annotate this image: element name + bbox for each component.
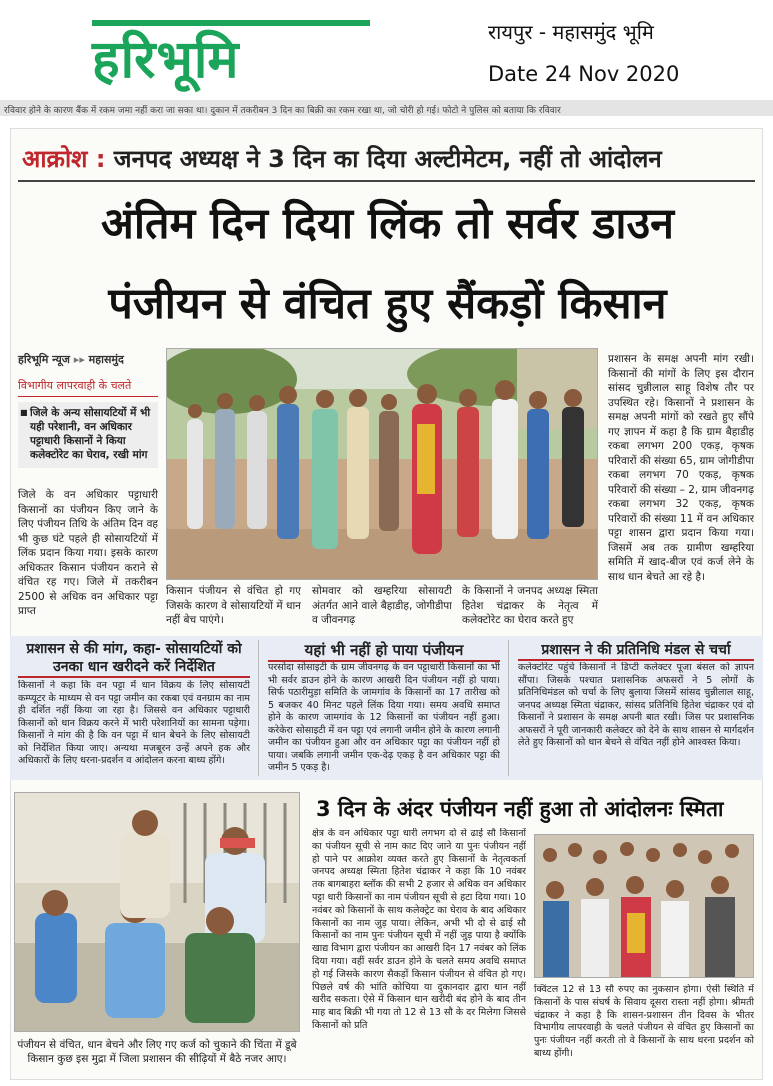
box-3-title: प्रशासन ने की प्रतिनिधि मंडल से चर्चा bbox=[518, 640, 754, 661]
second-headline: 3 दिन के अंदर पंजीयन नहीं हुआ तो आंदोलनः स्मिता bbox=[316, 797, 724, 821]
box-1-title: प्रशासन से की मांग, कहा- सोसायटियों को उनका धान खरीदने करें निर्देशित bbox=[18, 640, 250, 678]
bullet-point: ■ जिले के अन्य सोसायटियों में भी यही परेशानी, वन अधिकार पट्टाधारी किसानों ने किया कलेक्टोरेट का घेराव, रखी मांग bbox=[18, 402, 158, 468]
byline-place: महासमुंद bbox=[88, 353, 124, 366]
date-label: Date 24 Nov 2020 bbox=[488, 62, 680, 86]
second-story-right-text: क्विंटल 12 से 13 सौ रुपए का नुकसान होगा। ऐसी स्थिति में किसानों के पास संघर्ष के सिवाय दूसरा रास्ता नहीं होगा। श्रीमती चंद्राकर ने कहा है कि शासन-प्रशासन तीन दिवस के भीतर विभागीय लापरवाही के चलते पंजीयन से वंचित हुए किसानों का पुनः पंजीयन नहीं करती तो वे किसानों के साथ धरना प्रदर्शन को बाध्य होंगी। bbox=[534, 984, 754, 1059]
crowd-photo bbox=[534, 834, 754, 978]
box-divider-2 bbox=[508, 640, 509, 776]
box-2-title: यहां भी नहीं हो पाया पंजीयन bbox=[268, 640, 500, 662]
box-2-text: परसोदा सोसाइटी के ग्राम जीवनगढ़ के वन पट्टाधारी किसानों का भी भी सर्वर डाउन होने के कारण आखरी दिन पंजीयन नहीं हो पाया। सिर्फ पठारीमुड़ा समिति के जामगांव के किसानों का 17 तारीख को 5 बजकर 40 मिनट पहले लिंक दिया गया। समय अवधि समाप्त होने के कारण जामगांव के 12 किसानों का पंजीयन नहीं हुआ। करेकेरा सोसाइटी में वन पट्टा एवं लगानी जमीन होने के कारण लगानी जमीन का पंजीयन हुआ और वन अधिकार पट्टा का पंजीयन नहीं हो पाया। जबकि लगानी जमीन एक-देढ़ एकड़ है वन अधिकार पट्टा की जमीन 5 एकड़ है। bbox=[268, 662, 500, 773]
box-3-text: कलेक्टोरेट पहुंचे किसानों ने डिप्टी कलेक्टर पूजा बंसल को ज्ञापन सौंपा। जिसके पश्चात प्रशासनिक अफसरों ने 5 लोगों के प्रतिनिधिमंडल को चर्चा के लिए बुलाया जिसमें सांसद चुन्नीलाल साहू, जनपद अध्यक्ष स्मिता चंद्राकर, सांसद प्रतिनिधि हितेश चंद्राकर एवं दो किसानों ने प्रशासन के समक्ष अपनी बात रखी। जिस पर प्रशासनिक अफसरों ने पूरी जानकारी कलेक्टर को देने के साथ शासन से मार्गदर्शन लेते हुए किसानों को धान बेचने से वंचित नहीं होने आश्वस्त किया। bbox=[518, 662, 754, 748]
newspaper-logo: हरिभूमि bbox=[92, 30, 240, 90]
byline-separator: ▸▸ bbox=[69, 353, 89, 366]
previous-page-strip: रविवार होने के कारण बैंक में रकम जमा नहीं करा जा सका था। दुकान में तकरीबन 3 दिन का बिक्री का रकम रखा था, जो चोरी हो गई। फोटो ने पुलिस को बताया कि रविवार bbox=[0, 100, 773, 116]
right-column: प्रशासन के समक्ष अपनी मांग रखी। किसानों की मांगों के लिए इस दौरान सांसद चुन्नीलाल साहू विशेष तौर पर उपस्थित रहे। किसानों ने प्रशासन के समक्ष अपनी मांगों को रखते हुए सौंपे गए ज्ञापन में कहा है कि ग्राम बैहाडीह रकबा लगभग 200 एकड़, कृषक परिवारों की संख्या 65, ग्राम जोगीडीपा रकबा लगभग 70 एकड़, कृषक परिवारों की संख्या – 2, ग्राम जीवनगढ़ रकबा लगभग 32 एकड़, कृषक परिवारों की संख्या 11 में वन अधिकार पट्टा शासन द्वारा प्रदान किया गया। जिसमें अब तक ग्रामीण खम्हरिया समिति में खाद-बीज एवं कर्ज लेने के साथ धान बेचते आ रहे है। bbox=[608, 353, 754, 583]
edition-label: रायपुर - महासमुंद भूमि bbox=[488, 20, 654, 44]
photo-caption: पंजीयन से वंचित, धान बेचने और लिए गए कर्ज को चुकाने की चिंता में डूबे किसान कुछ इस मुद्रा में जिला प्रशासन की सीढ़ियों में बैठे नजर आए। bbox=[17, 1039, 297, 1065]
kicker-label: आक्रोश : bbox=[22, 145, 106, 173]
column-1: जिले के वन अधिकार पट्टाधारी किसानों का पंजीयन किए जाने के लिए पंजीयन तिथि के अंतिम दिन वह भी कुछ घंटे पहले ही सोसायटियों में लिंक प्रदान किया गया। इसके कारण अधिकतर किसान पंजीयन कराने से वंचित रह गए। जिले में तकरीबन 2500 से अधिक वन अधिकार पट्टा प्राप्त bbox=[18, 489, 158, 617]
column-3: सोमवार को खम्हरिया सोसायटी अंतर्गत आने वाले बैहाडीह, जोगीडीपा व जीवनगढ़ bbox=[312, 585, 452, 626]
crowd-photo-image bbox=[535, 835, 754, 978]
column-4: के किसानों ने जनपद अध्यक्ष स्मिता हितेश चंद्राकर के नेतृत्व में कलेक्टोरेट का घेराव करते हुए bbox=[462, 585, 598, 626]
kicker bbox=[22, 142, 752, 182]
second-story-column: क्षेत्र के वन अधिकार पट्टा धारी लगभग दो से ढाई सौ किसानों का पंजीयन सूची से नाम काट दिए जाने या पुनः पंजीयन नहीं हो पाने पर आक्रोश व्यक्त करते हुए किसानों के नेतृत्वकर्ता जनपद अध्यक्ष स्मिता हितेश चंद्राकर ने कहा कि 10 नवंबर तक बागबाहरा ब्लॉक की सभी 2 हजार से अधिक वन अधिकार पट्टा धारी किसानों का नाम पंजीयन सूची से हटा दिया गया। 10 नवंबर को किसानों के साथ कलेक्ट्रेट का घेराव के बाद अधिकार किसानों का नाम जुड़ पाया। लेकिन, अभी भी दो से ढाई सौ किसानों का नाम पुनः पंजीयन सूची में नहीं जुड़ पाया है क्योंकि खाद्य विभाग द्वारा पंजीयन का आखरी दिन 17 नवंबर को लिंक दिया गया। वहीं सर्वर डाउन होने के चलते समय अवधि समाप्त हो गई जिसके कारण सैकड़ों किसान पंजीयन से वंचित हो गए। पिछले वर्ष की भांति कोचिया या दुकानदार द्वारा धान नहीं खरीद सकता। ऐसे में किसान धान खरीदी बंद होने के बाद तीन माह बाद बिक्री भी गया तो 12 से 13 सौ के दर मिलेगा जिससे किसानों को प्रति bbox=[312, 828, 526, 1031]
box-1-text: किसानों ने कहा कि वन पट्टा में धान विक्रय के लिए सोसायटी कम्प्यूटर के माध्यम से वन पट्टा जमीन का रकबा एवं वनग्राम का नाम ही दर्शित नहीं किया जा रहा है। जिससे वन अधिकार पट्टाधारी किसानों को धान विक्रय करने में भारी परेशानियों का सामना पड़ेगा। किसानों ने मांग की है कि वन पट्टा में धान बेचने के लिए सोसायटी को निर्देशित किया जाए। अन्यथा मजबूरन उन्हें अपने हक और अधिकारों के लिए धरना-प्रदर्शन व आंदोलन करना बाध्य होंगे। bbox=[18, 680, 250, 766]
main-headline-line2: पंजीयन से वंचित हुए सैंकड़ों किसान bbox=[108, 279, 667, 329]
masthead bbox=[0, 0, 773, 95]
byline-source: हरिभूमि न्यूज bbox=[18, 353, 70, 366]
box-divider-1 bbox=[258, 640, 259, 776]
farmers-sitting-photo-image bbox=[15, 793, 300, 1032]
byline bbox=[18, 352, 158, 367]
kicker-rule bbox=[18, 180, 755, 182]
column-2: किसान पंजीयन से वंचित हो गए जिसके कारण वे सोसायटियों में धान नहीं बेच पाएंगे। bbox=[166, 585, 301, 626]
protest-photo-image bbox=[167, 349, 598, 580]
subhead: विभागीय लापरवाही के चलते bbox=[18, 378, 158, 397]
farmers-sitting-photo bbox=[14, 792, 300, 1032]
main-headline-line1: अंतिम दिन दिया लिंक तो सर्वर डाउन bbox=[100, 199, 674, 249]
kicker-text: जनपद अध्यक्ष ने 3 दिन का दिया अल्टीमेटम, नहीं तो आंदोलन bbox=[105, 145, 662, 173]
protest-photo bbox=[166, 348, 598, 580]
